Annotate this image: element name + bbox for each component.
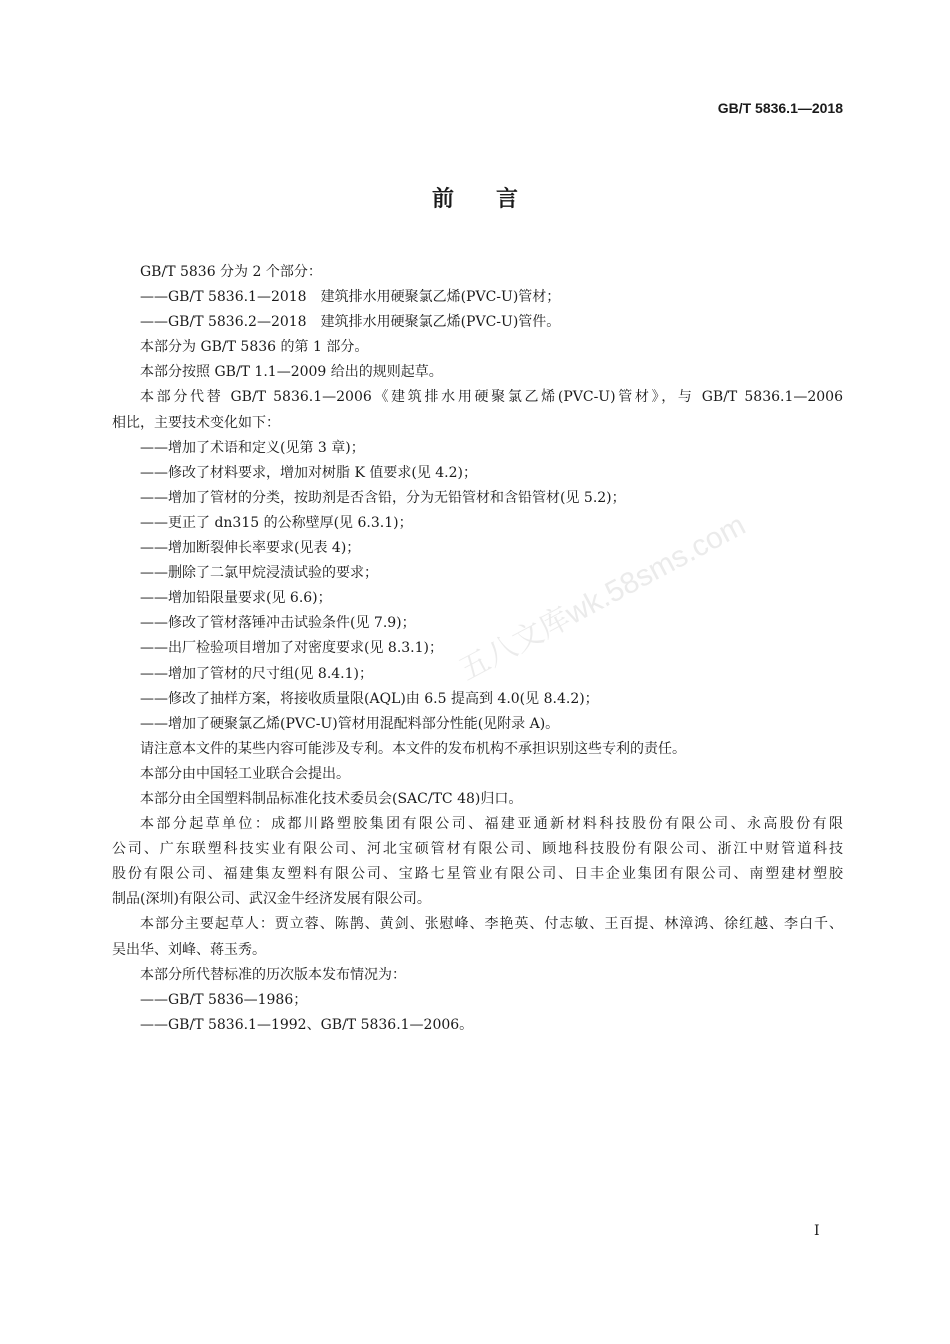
text-line: 相比，主要技术变化如下： — [112, 414, 280, 431]
text-line: ——GB/T 5836.2—2018 建筑排水用硬聚氯乙烯(PVC-U)管件。 — [140, 314, 561, 331]
text-line: ——GB/T 5836.1—1992、GB/T 5836.1—2006。 — [140, 1016, 474, 1033]
text-line: ——修改了材料要求，增加对树脂 K 值要求(见 4.2)； — [140, 464, 477, 481]
text-line: 吴出华、刘峰、蒋玉秀。 — [112, 941, 266, 958]
text-line: ——增加铅限量要求(见 6.6)； — [140, 590, 332, 607]
text-line: 本部分由中国轻工业联合会提出。 — [140, 765, 350, 782]
text-line: ——删除了二氯甲烷浸渍试验的要求； — [140, 565, 378, 582]
text-line: 本部分由全国塑料制品标准化技术委员会(SAC/TC 48)归口。 — [140, 790, 523, 807]
text-line: 股份有限公司、福建集友塑料有限公司、宝路七星管业有限公司、日丰企业集团有限公司、南塑建材塑胶 — [112, 866, 843, 883]
watermark: 五八文库wk.58sms.com — [454, 508, 751, 688]
text-line: 本部分主要起草人：贾立蓉、陈鹊、黄剑、张慰峰、李艳英、付志敏、王百提、林漳鸿、徐红越、李白千、 — [140, 916, 843, 933]
text-line: 制品(深圳)有限公司、武汉金牛经济发展有限公司。 — [112, 891, 431, 908]
text-line: 本部分所代替标准的历次版本发布情况为： — [140, 966, 406, 983]
page-title: 前言 — [431, 187, 560, 212]
text-line: ——增加了硬聚氯乙烯(PVC-U)管材用混配料部分性能(见附录 A)。 — [140, 715, 560, 732]
text-line: ——GB/T 5836.1—2018 建筑排水用硬聚氯乙烯(PVC-U)管材； — [140, 289, 561, 306]
standard-number-header: GB/T 5836.1—2018 — [717, 100, 843, 116]
text-line: ——修改了管材落锤冲击试验条件(见 7.9)； — [140, 615, 416, 632]
text-line: ——增加了术语和定义(见第 3 章)； — [140, 439, 365, 456]
text-line: 本部分起草单位：成都川路塑胶集团有限公司、福建亚通新材料科技股份有限公司、永高股份有限 — [140, 816, 843, 833]
page-number: I — [814, 1223, 820, 1239]
text-line: ——修改了抽样方案，将接收质量限(AQL)由 6.5 提高到 4.0(见 8.4.2)； — [140, 690, 599, 707]
text-line: ——增加了管材的分类，按助剂是否含铅，分为无铅管材和含铅管材(见 5.2)； — [140, 489, 626, 506]
text-line: ——增加了管材的尺寸组(见 8.4.1)； — [140, 665, 373, 682]
text-line: 本部分按照 GB/T 1.1—2009 给出的规则起草。 — [140, 364, 443, 381]
text-line: 本部分为 GB/T 5836 的第 1 部分。 — [140, 339, 369, 356]
foreword-body — [112, 260, 843, 1038]
text-line: ——增加断裂伸长率要求(见表 4)； — [140, 540, 361, 557]
text-line: 公司、广东联塑科技实业有限公司、河北宝硕管材有限公司、顾地科技股份有限公司、浙江中财管道科技 — [112, 841, 843, 858]
text-line: 本部分代替 GB/T 5836.1—2006《建筑排水用硬聚氯乙烯(PVC-U)管材》，与 GB/T 5836.1—2006 — [140, 389, 843, 406]
text-line: 请注意本文件的某些内容可能涉及专利。本文件的发布机构不承担识别这些专利的责任。 — [140, 740, 686, 757]
text-line: GB/T 5836 分为 2 个部分： — [140, 264, 322, 280]
text-line: ——GB/T 5836—1986； — [140, 991, 308, 1008]
text-line: ——出厂检验项目增加了对密度要求(见 8.3.1)； — [140, 640, 443, 657]
text-line: ——更正了 dn315 的公称壁厚(见 6.3.1)； — [140, 514, 413, 531]
